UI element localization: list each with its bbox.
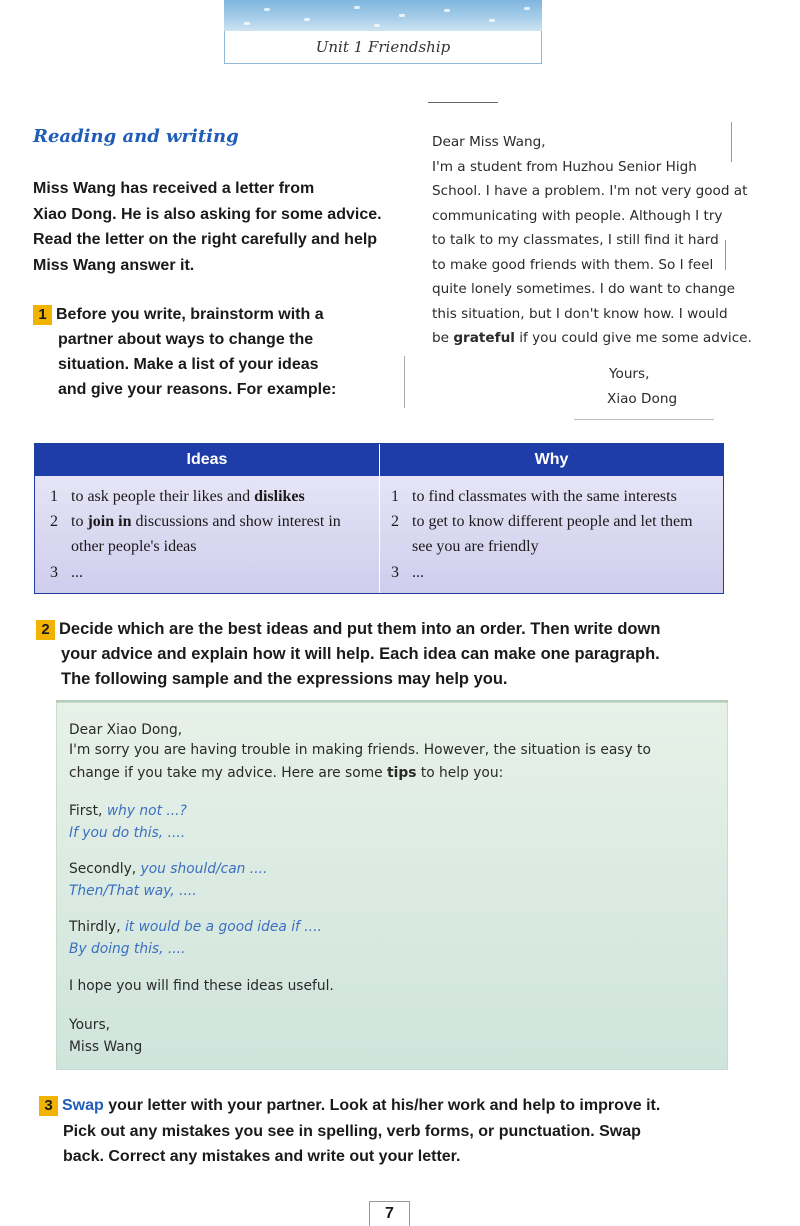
- row-text: [71, 488, 305, 506]
- letter-line: communicating with people. Although I try: [432, 207, 723, 224]
- task-3: [39, 1093, 739, 1170]
- row-number: 3: [391, 564, 399, 581]
- letter-greeting: Dear Miss Wang,: [432, 134, 546, 150]
- swap-keyword: Swap: [62, 1097, 104, 1114]
- point-label: Secondly,: [69, 861, 141, 877]
- letter-closing: Yours,: [609, 366, 650, 382]
- task-1-line: Before you write, brainstorm with a: [56, 306, 324, 323]
- task-1-line: and give your reasons. For example:: [58, 381, 337, 398]
- sample-point-first: [69, 803, 187, 819]
- row-text: ...: [412, 564, 424, 581]
- expression-text: If you do this, ....: [69, 825, 186, 841]
- letter-line: to make good friends with them. So I feel: [432, 256, 714, 273]
- row-text: to find classmates with the same interests: [412, 488, 677, 505]
- cell-bold-text: dislikes: [254, 488, 305, 505]
- task-1: [33, 302, 378, 402]
- section-title: Reading and writing: [33, 126, 239, 147]
- letter-line: to talk to my classmates, I still find it hard: [432, 232, 719, 248]
- sample-point-third: [69, 919, 322, 935]
- expression-text: Then/That way, ....: [69, 883, 197, 899]
- task-2-line: your advice and explain how it will help. Each idea can make one paragraph.: [61, 645, 660, 663]
- sample-line: [69, 765, 503, 781]
- intro-paragraph: [33, 176, 393, 278]
- letter-text: be: [432, 330, 454, 346]
- unit-title: Unit 1 Friendship: [224, 31, 542, 64]
- row-number: 1: [50, 488, 58, 505]
- intro-line: Read the letter on the right carefully and help: [33, 231, 378, 248]
- letter-line: I'm a student from Huzhou Senior High: [432, 158, 697, 175]
- intro-line: Miss Wang answer it.: [33, 256, 195, 274]
- sample-line: I'm sorry you are having trouble in making friends. However, the situation is easy to: [69, 742, 651, 758]
- cell-text: to: [71, 513, 88, 530]
- expression-text: it would be a good idea if ....: [124, 919, 322, 935]
- cell-text: discussions and show interest in: [131, 513, 341, 530]
- task-3-line: back. Correct any mistakes and write out your letter.: [63, 1148, 461, 1165]
- row-text: [71, 513, 341, 531]
- task-1-line: partner about ways to change the: [58, 331, 314, 348]
- task-2-line: Decide which are the best ideas and put them into an order. Then write down: [59, 620, 661, 638]
- sample-signature: Miss Wang: [69, 1039, 143, 1055]
- why-column: [380, 476, 723, 593]
- row-number: 1: [391, 488, 399, 505]
- task-2-line: The following sample and the expressions may help you.: [61, 670, 508, 688]
- header-banner-image: [224, 0, 542, 31]
- row-number: 2: [50, 513, 58, 530]
- sample-yours: Yours,: [69, 1017, 111, 1033]
- sample-text: change if you take my advice. Here are some: [69, 765, 388, 781]
- sample-letter-box: [56, 700, 728, 1070]
- sample-closing-line: I hope you will find these ideas useful.: [69, 978, 334, 994]
- letter-edge: [404, 356, 405, 408]
- cell-bold-text: join in: [87, 513, 132, 530]
- letter-text: if you could give me some advice.: [514, 330, 752, 346]
- ideas-why-table: [34, 443, 724, 594]
- expression-text: you should/can ....: [140, 861, 268, 877]
- task-number-badge: 3: [39, 1096, 58, 1116]
- row-text: ...: [71, 564, 83, 581]
- task-1-line: situation. Make a list of your ideas: [58, 356, 319, 373]
- sample-point-second: [69, 861, 267, 877]
- point-label: Thirdly,: [69, 919, 125, 935]
- expression-text: By doing this, ....: [69, 941, 186, 957]
- task-3-line: Pick out any mistakes you see in spelling, verb forms, or punctuation. Swap: [63, 1122, 641, 1140]
- page-number: 7: [369, 1201, 410, 1226]
- table-header-ideas: Ideas: [35, 444, 379, 476]
- letter-edge: [725, 240, 726, 270]
- letter-edge: [574, 419, 714, 420]
- row-number: 2: [391, 513, 399, 530]
- table-header-why: Why: [380, 444, 723, 476]
- task-3-line: your letter with your partner. Look at his/her work and help to improve it.: [103, 1097, 661, 1114]
- row-text: other people's ideas: [71, 538, 197, 555]
- point-label: First,: [69, 803, 107, 819]
- letter-from-xiao-dong: [404, 100, 752, 420]
- letter-line: [432, 326, 752, 351]
- expression-text: why not ...?: [106, 803, 187, 819]
- sample-greeting: Dear Xiao Dong,: [69, 722, 183, 738]
- task-number-badge: 2: [36, 620, 55, 640]
- ideas-column: [35, 476, 379, 593]
- task-number-badge: 1: [33, 305, 52, 325]
- row-text: see you are friendly: [412, 538, 539, 555]
- letter-bold-word: grateful: [453, 330, 515, 346]
- letter-edge: [428, 102, 498, 103]
- letter-edge: [731, 122, 732, 162]
- sample-text: to help you:: [416, 765, 504, 781]
- sample-bold-word: tips: [387, 765, 417, 781]
- cell-text: to ask people their likes and: [71, 488, 255, 505]
- letter-line: School. I have a problem. I'm not very good at: [432, 183, 748, 199]
- column-divider: [379, 444, 380, 593]
- letter-line: quite lonely sometimes. I do want to change: [432, 281, 735, 297]
- task-2: [36, 617, 746, 692]
- row-text: to get to know different people and let them: [412, 513, 693, 530]
- row-number: 3: [50, 564, 58, 581]
- letter-signature: Xiao Dong: [607, 391, 678, 407]
- intro-line: Miss Wang has received a letter from: [33, 180, 315, 197]
- letter-line: this situation, but I don't know how. I would: [432, 305, 728, 322]
- intro-line: Xiao Dong. He is also asking for some advice.: [33, 205, 382, 223]
